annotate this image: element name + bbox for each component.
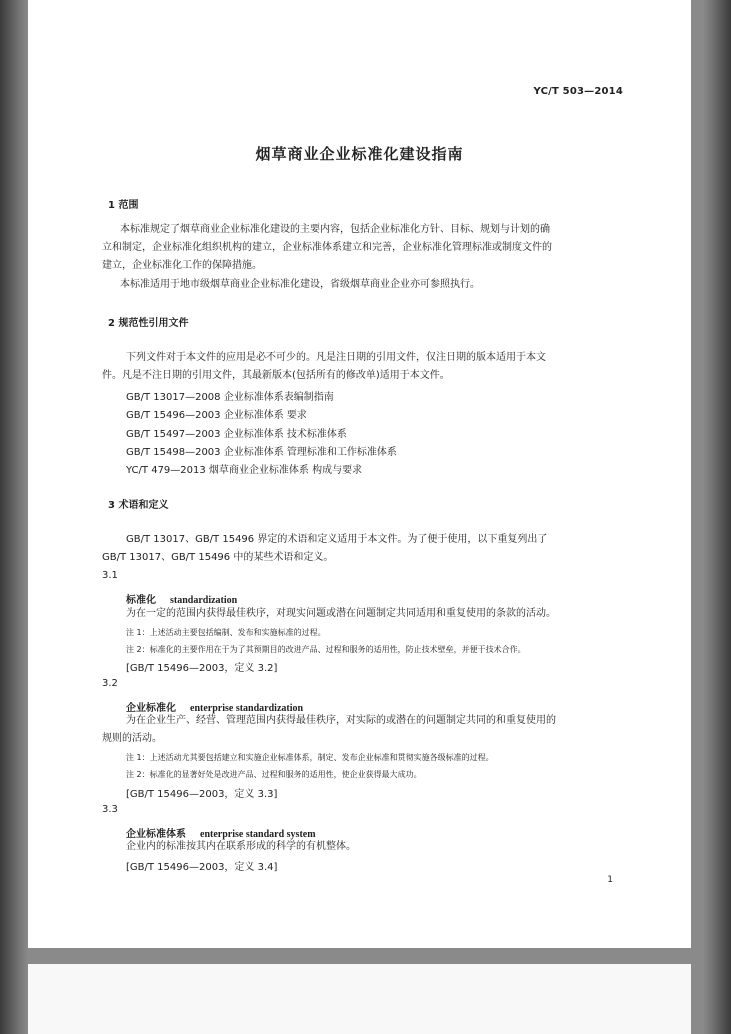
term-entry: [126, 822, 316, 841]
section-3-intro-line2: GB/T 13017、GB/T 15496 中的某些术语和定义。: [102, 552, 334, 563]
page-number: 1: [607, 875, 613, 885]
section-2-heading: 2 规范性引用文件: [108, 318, 189, 329]
term-zh: 企业标准化: [126, 703, 176, 714]
term-definition-line2: 规则的活动。: [102, 733, 162, 744]
reference-item: GB/T 15498—2003 企业标准体系 管理标准和工作标准体系: [126, 447, 397, 458]
term-note: 注 1：上述活动尤其要包括建立和实施企业标准体系，制定、发布企业标准和贯彻实施各级标准的过程。: [126, 753, 494, 762]
section-1-para1-line2: 立和制定，企业标准化组织机构的建立，企业标准体系建立和完善，企业标准化管理标准或制度文件的: [102, 242, 552, 253]
section-3-intro-line1: GB/T 13017、GB/T 15496 界定的术语和定义适用于本文件。为了便于使用，以下重复列出了: [126, 534, 548, 545]
standard-number: YC/T 503—2014: [533, 86, 623, 97]
reference-item: GB/T 15497—2003 企业标准体系 技术标准体系: [126, 429, 347, 440]
term-zh: 企业标准体系: [126, 829, 186, 840]
term-en: enterprise standardization: [190, 703, 304, 714]
term-zh: 标准化: [126, 595, 156, 606]
section-1-para1-line1: 本标准规定了烟草商业企业标准化建设的主要内容，包括企业标准化方针、目标、规划与计划的确: [120, 224, 550, 235]
term-note: 注 2：标准化的显著好处是改进产品、过程和服务的适用性，使企业获得最大成功。: [126, 770, 422, 779]
term-entry: [126, 696, 303, 715]
term-definition: 为在一定的范围内获得最佳秩序，对现实问题或潜在问题制定共同适用和重复使用的条款的活动。: [126, 608, 556, 619]
section-2-para-line1: 下列文件对于本文件的应用是必不可少的。凡是注日期的引用文件，仅注日期的版本适用于本文: [126, 352, 546, 363]
document-title: 烟草商业企业标准化建设指南: [255, 145, 464, 163]
term-note: 注 2：标准化的主要作用在于为了其预期目的改进产品、过程和服务的适用性，防止技术壁垒，并便于技术合作。: [126, 645, 526, 654]
term-definition-line1: 为在企业生产、经营、管理范围内获得最佳秩序，对实际的或潜在的问题制定共同的和重复使用的: [126, 715, 556, 726]
section-1-para2: 本标准适用于地市级烟草商业企业标准化建设，省级烟草商业企业亦可参照执行。: [120, 279, 480, 290]
section-3-heading: 3 术语和定义: [108, 500, 169, 511]
term-number: 3.1: [102, 570, 118, 581]
term-en: enterprise standard system: [200, 829, 316, 840]
section-1-para1-line3: 建立，企业标准化工作的保障措施。: [102, 260, 262, 271]
section-2-para-line2: 件。凡是不注日期的引用文件，其最新版本(包括所有的修改单)适用于本文件。: [102, 370, 450, 381]
reference-item: GB/T 13017—2008 企业标准体系表编制指南: [126, 392, 334, 403]
reference-item: YC/T 479—2013 烟草商业企业标准体系 构成与要求: [126, 465, 363, 476]
term-source: [GB/T 15496—2003，定义 3.3]: [126, 789, 278, 800]
reference-item: GB/T 15496—2003 企业标准体系 要求: [126, 410, 307, 421]
term-en: standardization: [170, 595, 238, 606]
term-note: 注 1：上述活动主要包括编制、发布和实施标准的过程。: [126, 628, 326, 637]
term-number: 3.2: [102, 678, 118, 689]
term-source: [GB/T 15496—2003，定义 3.4]: [126, 862, 278, 873]
term-definition: 企业内的标准按其内在联系形成的科学的有机整体。: [126, 841, 356, 852]
document-page: [28, 0, 691, 948]
term-entry: [126, 588, 237, 607]
section-1-heading: 1 范围: [108, 200, 139, 211]
term-source: [GB/T 15496—2003，定义 3.2]: [126, 663, 278, 674]
term-number: 3.3: [102, 804, 118, 815]
